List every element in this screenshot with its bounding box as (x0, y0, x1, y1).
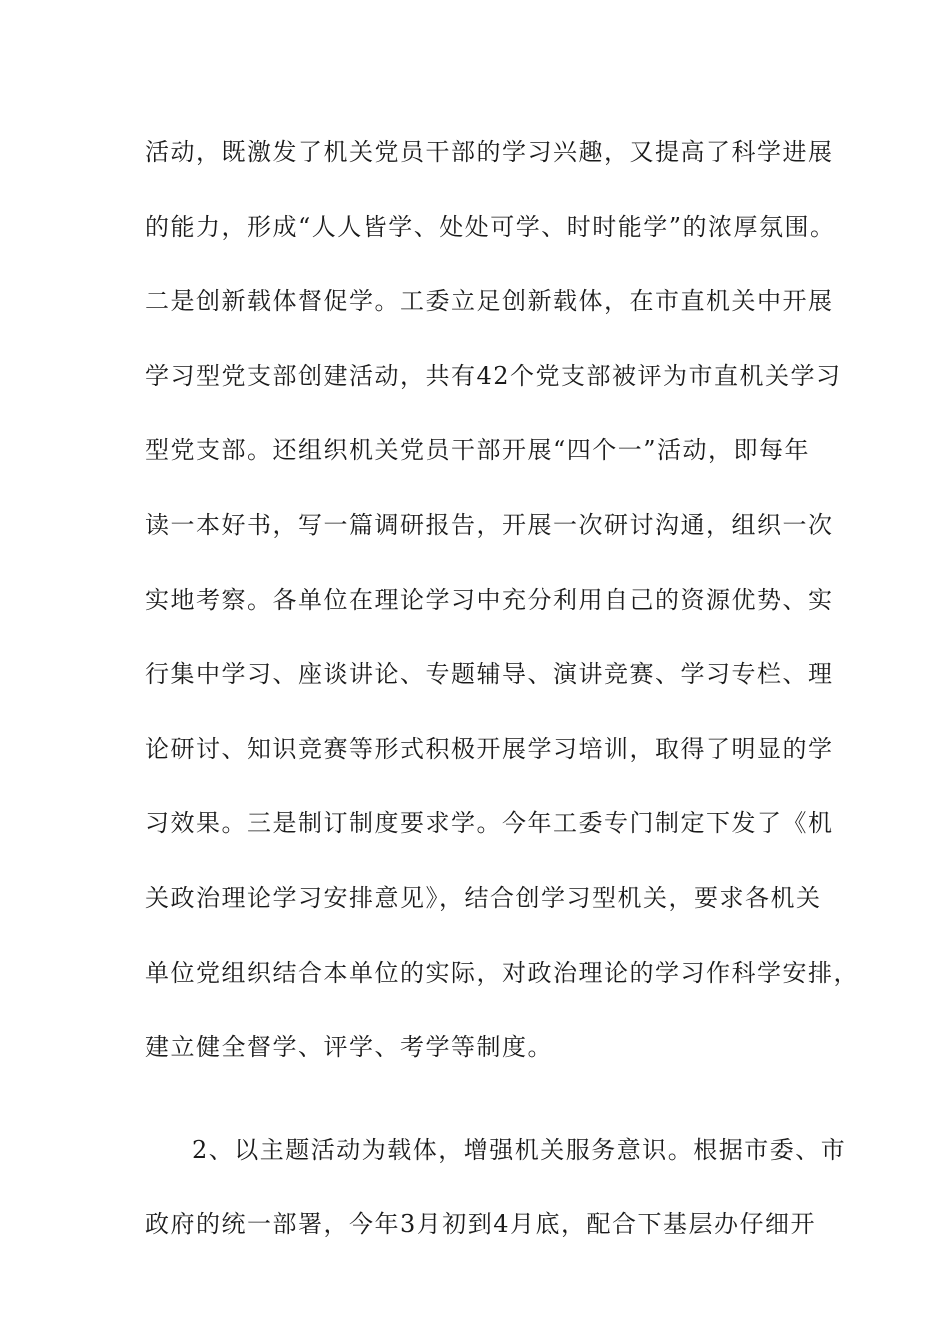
text-line: 关政治理论学习安排意见》，结合创学习型机关，要求各机关 (145, 883, 822, 912)
text-line: 读一本好书，写一篇调研报告，开展一次研讨沟通，组织一次 (145, 510, 834, 539)
text-line: 政府的统一部署，今年3月初到4月底，配合下基层办仔细开 (145, 1210, 817, 1239)
text-line: 的能力，形成“人人皆学、处处可学、时时能学”的浓厚氛围。 (145, 212, 836, 241)
text-line: 习效果。三是制订制度要求学。今年工委专门制定下发了《机 (145, 809, 834, 838)
text-line: 论研讨、知识竞赛等形式积极开展学习培训，取得了明显的学 (145, 734, 834, 763)
paragraph-gap (145, 1098, 825, 1126)
text-line: 单位党组织结合本单位的实际，对政治理论的学习作科学安排， (145, 958, 859, 987)
text-line: 建立健全督学、评学、考学等制度。 (145, 1033, 553, 1062)
text-line: 型党支部。还组织机关党员干部开展“四个一”活动，即每年 (145, 436, 811, 465)
paragraph-2-first-line: 2、以主题活动为载体，增强机关服务意识。根据市委、市 (192, 1135, 847, 1164)
text-line: 活动，既激发了机关党员干部的学习兴趣，又提高了科学进展 (145, 138, 834, 166)
text-line: 学习型党支部创建活动，共有42个党支部被评为市直机关学习 (145, 361, 842, 390)
text-line: 二是创新载体督促学。工委立足创新载体，在市直机关中开展 (145, 287, 834, 316)
text-line: 行集中学习、座谈讲论、专题辅导、演讲竞赛、学习专栏、理 (145, 660, 834, 689)
document-body (145, 128, 859, 1275)
text-line: 实地考察。各单位在理论学习中充分利用自己的资源优势、实 (145, 585, 834, 614)
